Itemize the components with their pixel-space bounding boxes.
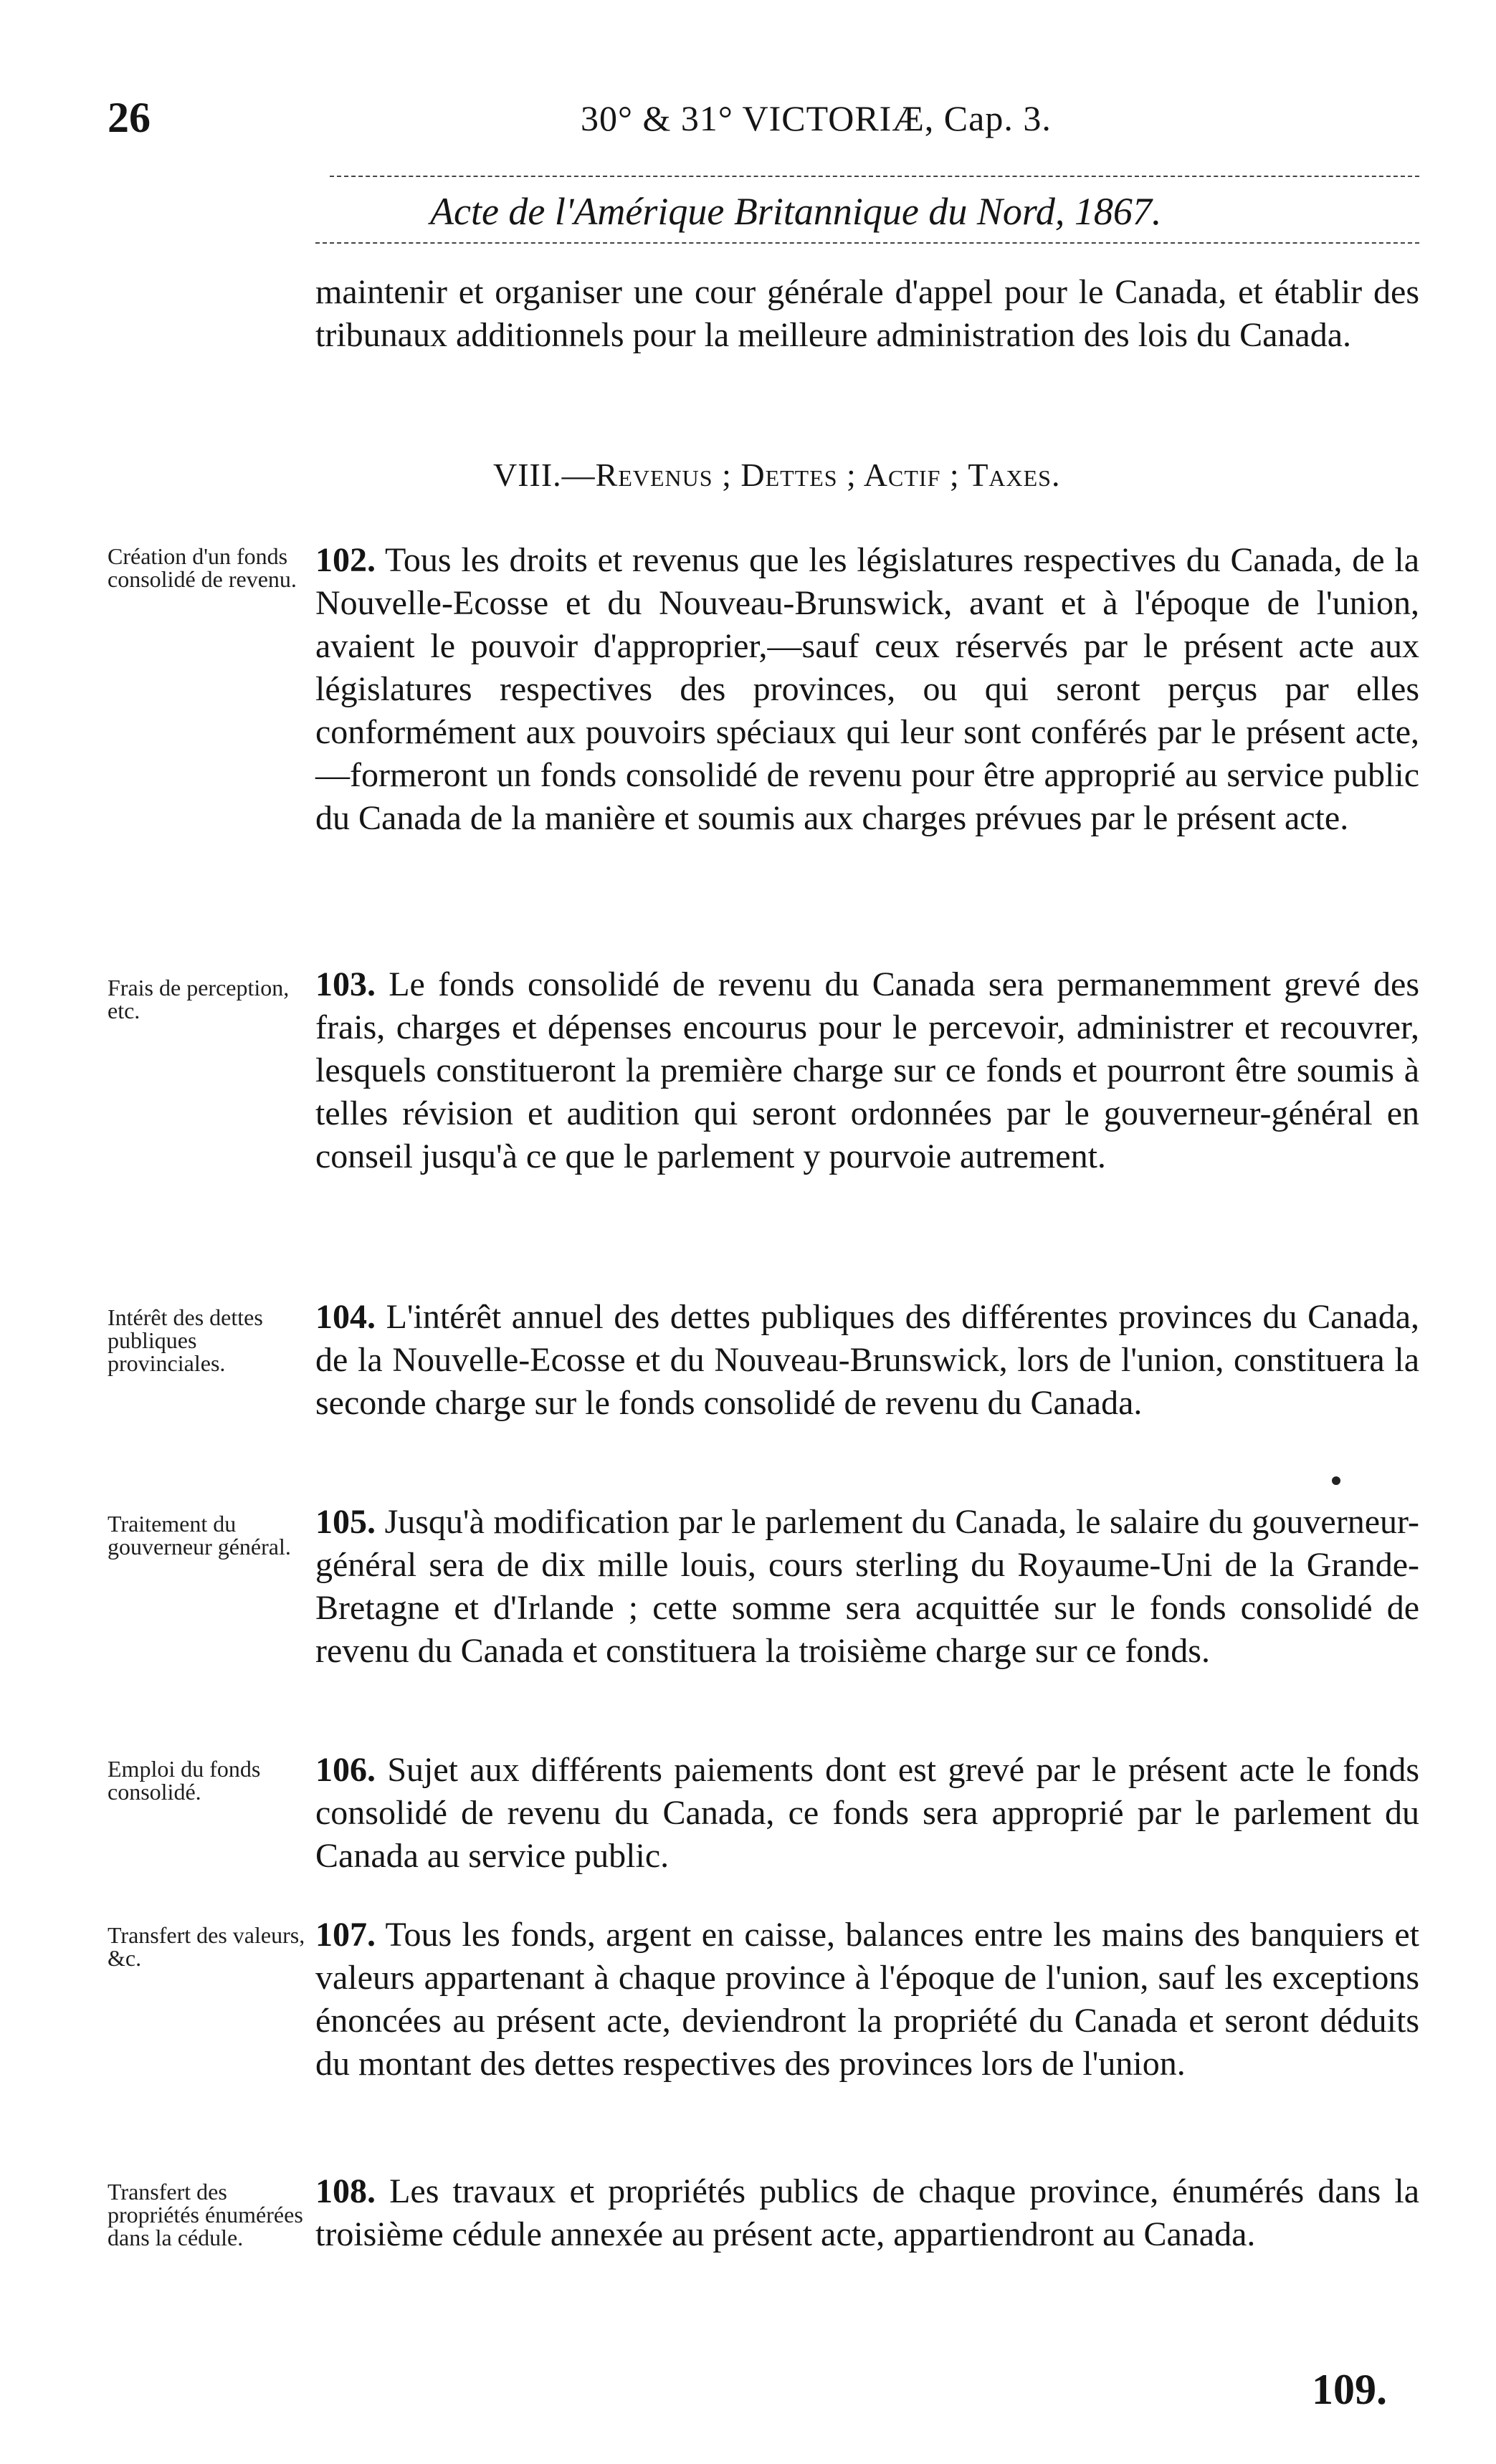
- section-108: [315, 2170, 1419, 2256]
- running-head: 30° & 31° VICTORIÆ, Cap. 3.: [581, 98, 1052, 138]
- act-subtitle: Acte de l'Amérique Britannique du Nord, 1867.: [430, 190, 1162, 233]
- margin-note-107: Transfert des valeurs, &c.: [108, 1922, 305, 1971]
- section-number-108: 108.: [315, 2172, 376, 2210]
- page-header: [108, 93, 1419, 151]
- section-text-108: Les travaux et propriétés publics de chaque province, énumérés dans la troisième cédule annexée au présent acte, appartiendront au Canada.: [315, 2172, 1419, 2253]
- section-number-107: 107.: [315, 1916, 376, 1954]
- section-106: [315, 1749, 1419, 1878]
- margin-note-105: Traitement du gouverneur général.: [108, 1511, 291, 1560]
- margin-note-106: Emploi du fonds consolidé.: [108, 1756, 261, 1805]
- section-text-104: L'intérêt annuel des dettes publiques des différentes provinces du Canada, de la Nouvelle-Ecosse et du Nouveau-Brunswick, lors de l'union, constituera la seconde charge sur le fonds consolidé de revenu du Canada.: [315, 1298, 1420, 1422]
- intro-paragraph: maintenir et organiser une cour générale d'appel pour le Canada, et établir des tribunaux additionnels pour la meilleure administration des lois du Canada.: [315, 273, 1419, 354]
- margin-note-102: Création d'un fonds consolidé de revenu.: [108, 543, 297, 592]
- section-heading: VIII.—Revenus ; Dettes ; Actif ; Taxes.: [493, 457, 1061, 493]
- section-number-102: 102.: [315, 541, 376, 579]
- catchword: 109.: [1312, 2366, 1387, 2413]
- section-107: [315, 1914, 1419, 2086]
- section-text-106: Sujet aux différents paiements dont est grevé par le présent acte le fonds consolidé de revenu du Canada, ce fonds sera approprié par le parlement du Canada au service public.: [315, 1751, 1420, 1875]
- section-text-107: Tous les fonds, argent en caisse, balances entre les mains des banquiers et valeurs appartenant à chaque province à l'époque de l'union, sauf les exceptions énoncées au présent acte, deviendront la propriété du Canada et seront déduits du montant des dettes respectives des provinces lors de l'union.: [315, 1916, 1419, 2083]
- header-rule-bottom: [315, 242, 1419, 244]
- margin-note-104: Intérêt des dettes publiques provinciales.: [108, 1304, 263, 1376]
- page-number: 26: [108, 94, 151, 141]
- section-103: [315, 963, 1419, 1178]
- section-text-102: Tous les droits et revenus que les législatures respectives du Canada, de la Nouvelle-Ecosse et du Nouveau-Brunswick, avant et à l'époque de l'union, avaient le pouvoir d'approprier,—sauf ceux réservés par le présent acte aux législatures respectives des provinces, ou qui seront perçus par elles conformément aux pouvoirs spéciaux qui leur sont conférés par le présent acte,—formeront un fonds consolidé de revenu pour être approprié au service public du Canada de la manière et soumis aux charges prévues par le présent acte.: [315, 541, 1419, 837]
- header-rule-top: [330, 176, 1419, 177]
- section-text-105: Jusqu'à modification par le parlement du Canada, le salaire du gouverneur-général sera de dix mille louis, cours sterling du Royaume-Uni de la Grande-Bretagne et d'Irlande ; cette somme sera acquittée sur le fonds consolidé de revenu du Canada et constituera la troisième charge sur ce fonds.: [315, 1503, 1420, 1670]
- section-number-103: 103.: [315, 965, 376, 1003]
- section-105: [315, 1501, 1419, 1673]
- margin-note-108: Transfert des propriétés énumérées dans la cédule.: [108, 2179, 303, 2250]
- section-number-105: 105.: [315, 1503, 376, 1541]
- section-number-104: 104.: [315, 1298, 376, 1336]
- margin-note-103: Frais de perception, etc.: [108, 975, 290, 1023]
- section-104: [315, 1296, 1419, 1425]
- section-text-103: Le fonds consolidé de revenu du Canada sera permanemment grevé des frais, charges et dépenses encourus pour le percevoir, administrer et recouvrer, lesquels constitueront la première charge sur ce fonds et pourront être soumis à telles révision et audition qui seront ordonnées par le gouverneur-général en conseil jusqu'à ce que le parlement y pourvoie autrement.: [315, 965, 1419, 1175]
- section-102: [315, 539, 1419, 840]
- section-number-106: 106.: [315, 1751, 376, 1789]
- stray-mark: [1332, 1476, 1340, 1485]
